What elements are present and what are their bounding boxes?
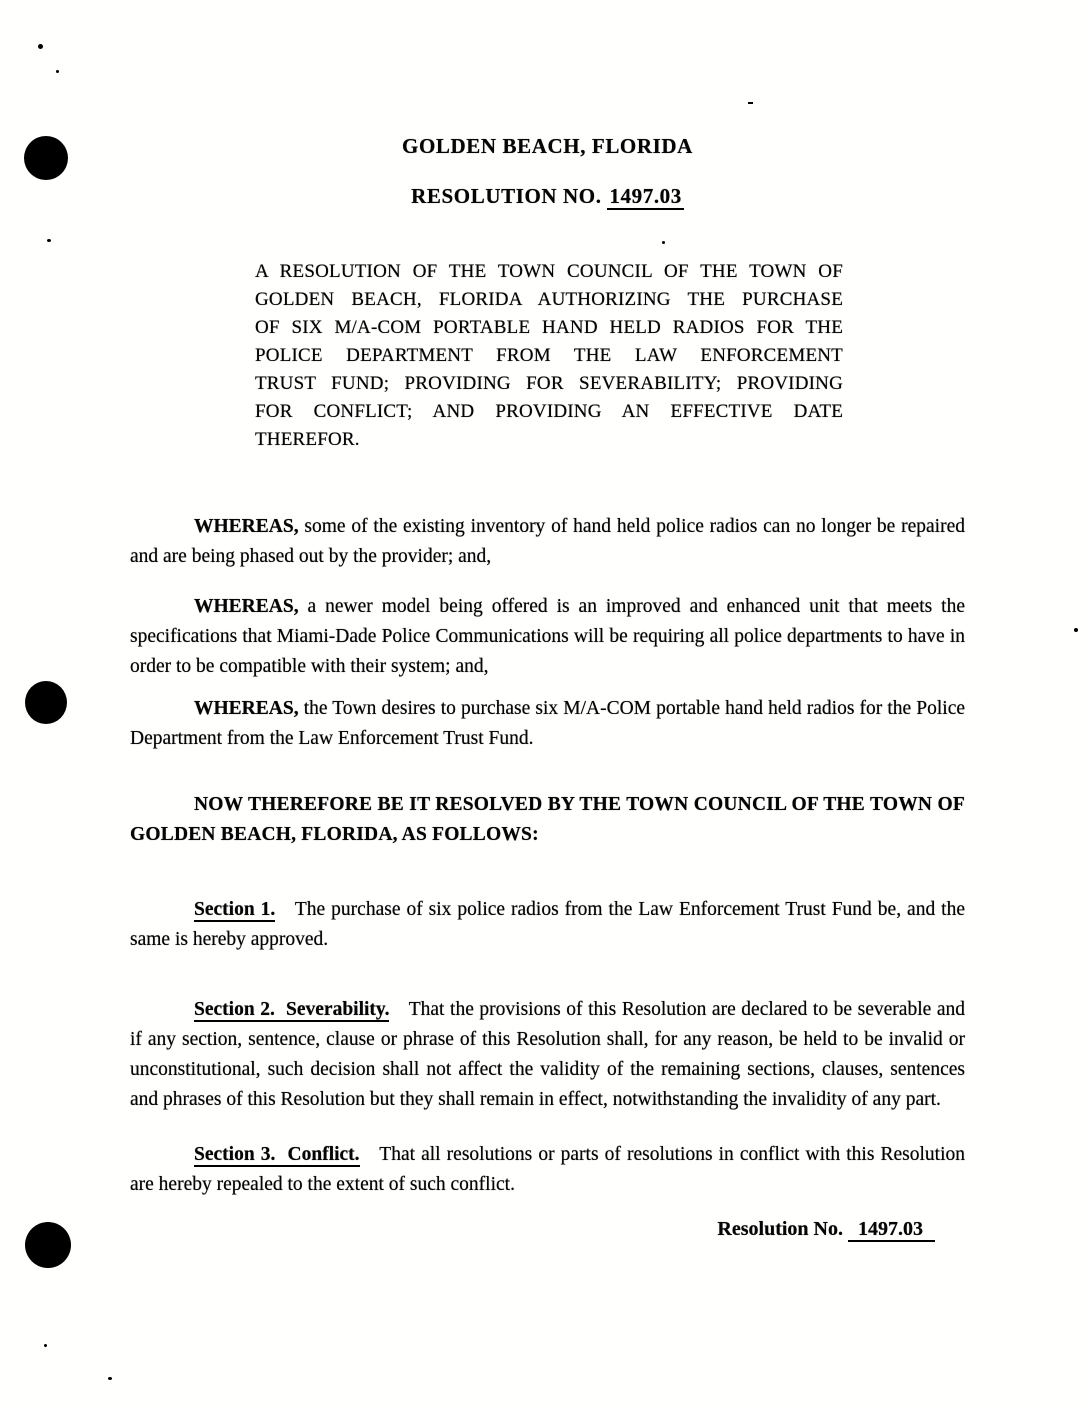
caption-line: THEREFOR. <box>255 429 360 450</box>
section-1-body: The purchase of six police radios from the Law Enforcement Trust Fund be, and the same is hereby approved. <box>130 899 965 950</box>
whereas-text: a newer model being offered is an improved and enhanced unit that meets the specifications that Miami-Dade Police Communications will be requiring all police departments to have in order to be compatible with their system; and, <box>130 596 965 677</box>
footer-resolution-value: 1497.03 <box>848 1218 935 1242</box>
resolution-number-label: RESOLUTION NO. <box>411 184 602 208</box>
hole-punch-middle <box>25 681 67 724</box>
whereas-text: the Town desires to purchase six M/A-COM portable hand held radios for the Police Department from the Law Enforcement Trust Fund. <box>130 698 966 749</box>
hole-punch-bottom <box>25 1222 71 1268</box>
caption-line: TRUST FUND; PROVIDING FOR SEVERABILITY; PROVIDING <box>255 373 843 394</box>
scan-speck <box>1074 628 1078 632</box>
caption-line: A RESOLUTION OF THE TOWN COUNCIL OF THE TOWN OF <box>255 261 843 282</box>
section-2 <box>130 995 965 1115</box>
footer-resolution-number <box>130 1216 965 1242</box>
caption-line: POLICE DEPARTMENT FROM THE LAW ENFORCEMENT <box>255 345 843 366</box>
scan-speck <box>38 44 43 49</box>
caption-line: FOR CONFLICT; AND PROVIDING AN EFFECTIVE DATE <box>255 401 843 422</box>
scan-speck <box>662 241 665 244</box>
resolution-caption-block <box>255 258 843 454</box>
whereas-lead: WHEREAS, <box>194 516 299 537</box>
whereas-clause-1 <box>130 512 965 572</box>
whereas-lead: WHEREAS, <box>194 698 299 719</box>
section-3-heading: Section 3. Conflict. <box>194 1144 360 1165</box>
scan-speck <box>108 1377 112 1380</box>
section-1-heading: Section 1. <box>194 899 276 920</box>
scan-speck <box>748 102 753 104</box>
footer-resolution-label: Resolution No. <box>717 1218 843 1240</box>
section-2-heading: Section 2. Severability. <box>194 999 390 1020</box>
caption-line: GOLDEN BEACH, FLORIDA AUTHORIZING THE PURCHASE <box>255 289 843 310</box>
section-3 <box>130 1140 965 1200</box>
resolution-number-heading <box>130 183 965 209</box>
scan-speck <box>56 70 59 73</box>
section-2-body: That the provisions of this Resolution are declared to be severable and if any section, sentence, clause or phrase of this Resolution shall, for any reason, be held to be invalid or unconstitutional, such decision shall not affect the validity of the remaining sections, clauses, sentences and phrases of this Resolution but they shall remain in effect, notwithstanding the invalidity of any part. <box>130 999 965 1110</box>
scan-speck <box>44 1344 47 1347</box>
resolved-clause: NOW THEREFORE BE IT RESOLVED BY THE TOWN COUNCIL OF THE TOWN OF GOLDEN BEACH, FLORIDA, AS FOLLOWS: <box>130 794 965 845</box>
whereas-clause-2 <box>130 592 965 682</box>
hole-punch-top <box>24 136 68 180</box>
whereas-lead: WHEREAS, <box>194 596 299 617</box>
section-1 <box>130 895 965 955</box>
scan-speck <box>47 239 51 242</box>
section-3-body: That all resolutions or parts of resolutions in conflict with this Resolution are hereby repealed to the extent of such conflict. <box>130 1144 965 1195</box>
resolution-number-value: 1497.03 <box>609 184 682 208</box>
whereas-clause-3 <box>130 694 965 754</box>
caption-line: OF SIX M/A-COM PORTABLE HAND HELD RADIOS FOR THE <box>255 317 843 338</box>
whereas-text: some of the existing inventory of hand held police radios can no longer be repaired and are being phased out by the provider; and, <box>130 516 966 567</box>
document-title: GOLDEN BEACH, FLORIDA <box>402 134 693 158</box>
